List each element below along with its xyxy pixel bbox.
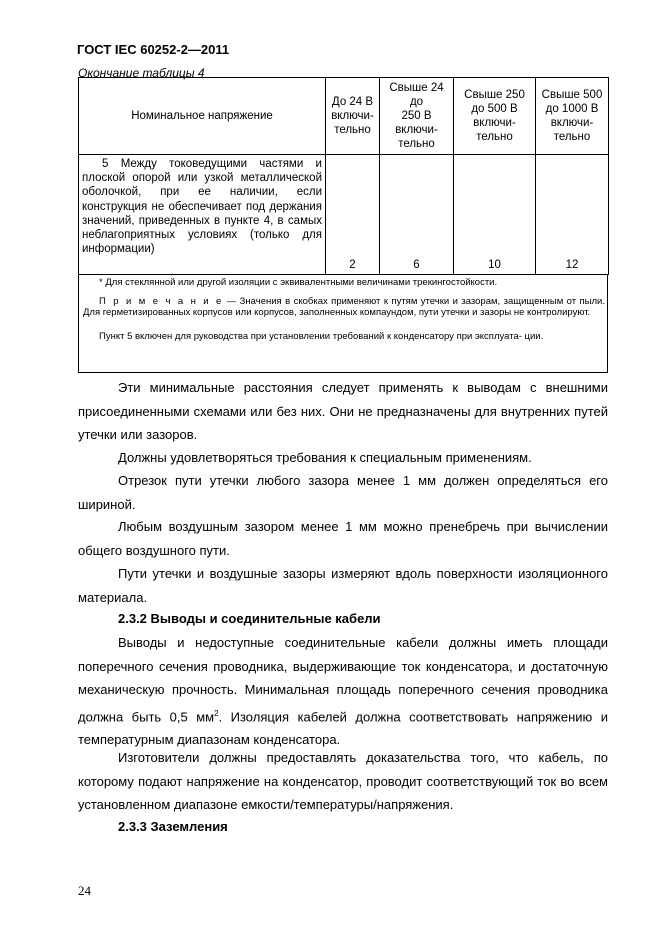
row-value: 2 [326,155,380,275]
table-notes [78,274,608,373]
table-row [79,155,609,275]
section-heading-2-3-3: 2.3.3 Заземления [118,819,228,834]
table-4 [78,77,609,275]
col-header-line: Свыше 24 [389,82,444,94]
col-header-line: до 1000 В [545,103,599,115]
col-header-line: включи- [395,124,438,136]
table-footnote: * Для стеклянной или другой изоляции с эквивалентными величинами трекингостойкости. [99,277,498,288]
paragraph-6-text-a: Выводы и недоступные соединительные кабели должны иметь площади поперечного сечения проводника, выдерживающие ток конденсатора, и достаточную механическую прочность. Минимальная площадь поперечного сечения проводника должна быть 0,5 мм [78,635,608,724]
col-header-voltage [79,78,326,155]
note-label: П р и м е ч а н и е [99,296,224,307]
paragraph-5: Пути утечки и воздушные зазоры измеряют вдоль поверхности изоляционного материала. [78,566,608,605]
table-note [83,296,605,318]
paragraph-6-text-b: . Изоляция кабелей должна соответствовать напряжению и температурным диапазонам конденсатора. [78,708,608,748]
paragraph-2: Должны удовлетворяться требования к специальным применениям. [118,450,532,465]
col-header-line: до 500 В [471,103,518,115]
col-header-line: 250 В [401,110,432,122]
col-header-250-500 [454,78,536,155]
col-header-line: тельно [398,138,435,150]
col-header-line: включи- [331,110,374,122]
row-value: 10 [454,155,536,275]
col-header-line: включи- [473,117,516,129]
note-text: — Значения в скобках применяют к путям утечки и зазорам, защищенным от пыли. Для герметизированных корпусов или корпусов, заполненных компаундом, пути утечки и зазоры не контролируют. [83,296,605,318]
row-label: 5 Между токоведущими частями и плоской опорой или узкой металлической оболочкой, при ее наличии, если конструкция не обеспечивает под держания значений, приведенных в пункте 4, в самых неблагоприятных условиях (только для информации) [79,155,326,275]
col-header-line: Свыше 250 [464,89,525,101]
col-header-line: До 24 В [331,96,374,108]
paragraph-4: Любым воздушным зазором менее 1 мм можно пренебречь при вычислении общего воздушного пути. [78,519,608,558]
table-caption: Окончание таблицы 4 [78,66,205,80]
col-header-line: Номинальное напряжение [131,110,273,122]
row-value: 6 [380,155,454,275]
col-header-line: включи- [550,117,594,129]
col-header-24-250 [380,78,454,155]
table-note-2: Пункт 5 включен для руководства при установлении требований к конденсатору при эксплуата- ции. [99,331,544,342]
superscript: 2 [214,708,219,718]
table-header-row [79,78,609,155]
standard-designation: ГОСТ IEC 60252-2—2011 [77,42,230,57]
paragraph-6 [78,631,608,752]
col-header-500-1000 [536,78,609,155]
col-header-line: тельно [553,131,591,143]
col-header-line: Свыше 500 [541,89,603,101]
section-heading-2-3-2: 2.3.2 Выводы и соединительные кабели [118,611,381,626]
paragraph-7: Изготовители должны предоставлять доказательства того, что кабель, по которому подают напряжение на конденсатор, проводит соответствующий ток во всем установленном диапазоне емкости/температуры/напряжения. [78,750,608,812]
col-header-line: тельно [476,131,513,143]
paragraph-1: Эти минимальные расстояния следует применять к выводам с внешними присоединенными схемами или без них. Они не предназначены для внутренних путей утечки или зазоров. [78,380,608,442]
col-header-line: тельно [334,124,371,136]
col-header-line: до [409,96,424,108]
paragraph-3: Отрезок пути утечки любого зазора менее 1 мм должен определяться его шириной. [78,473,608,512]
page-number: 24 [78,883,91,898]
col-header-upto24 [326,78,380,155]
row-value: 12 [536,155,609,275]
